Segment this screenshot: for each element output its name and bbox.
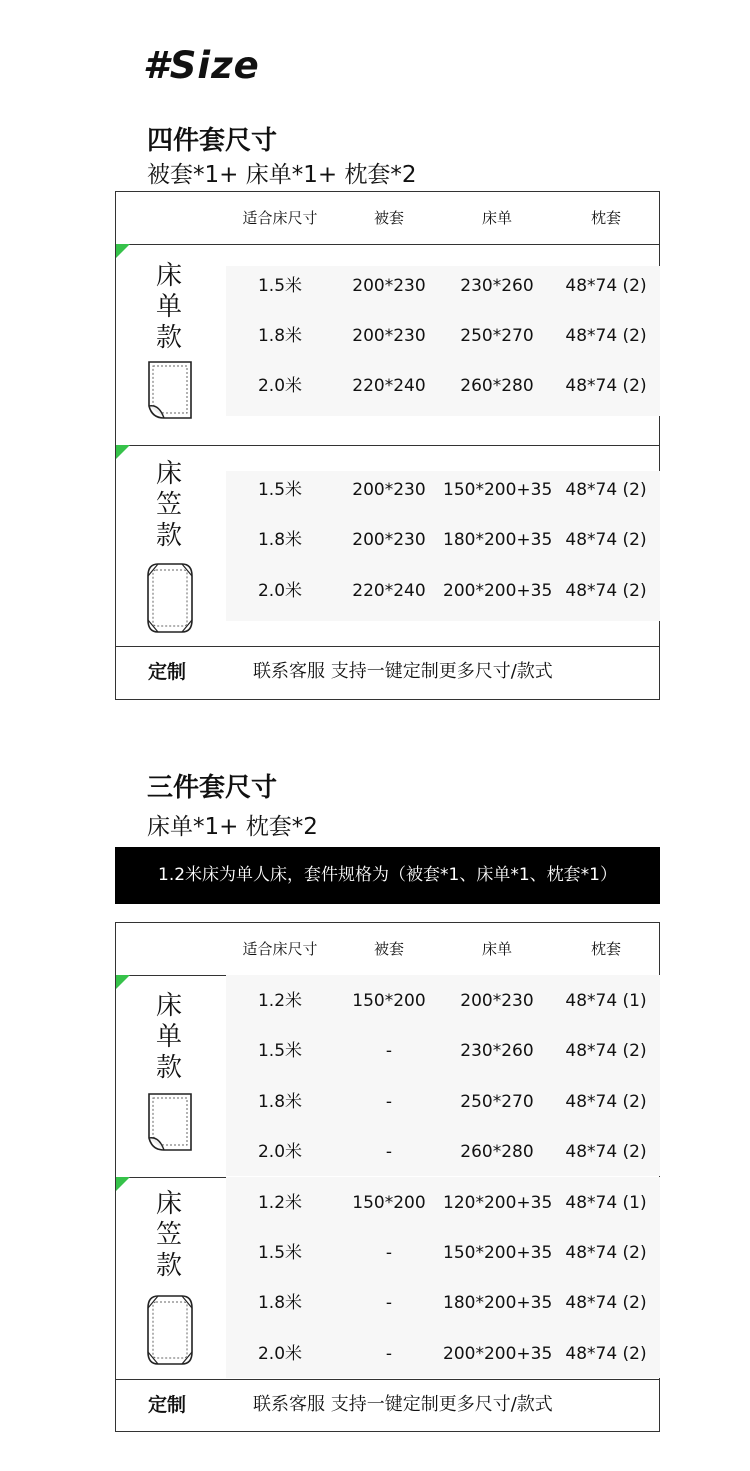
custom-label: 定制 xyxy=(148,1394,187,1416)
bed-size-cell: 2.0米 xyxy=(257,581,303,601)
fitted-sheet-group xyxy=(116,1177,659,1380)
table-row xyxy=(116,1228,659,1278)
bed-size-cell: 1.8米 xyxy=(257,1092,303,1112)
duvet-cover-cell: - xyxy=(385,1092,393,1112)
duvet-cover-cell: 150*200 xyxy=(352,1193,426,1213)
pillowcase-cell: 48*74 (1) xyxy=(565,991,647,1011)
pillowcase-cell: 48*74 (2) xyxy=(565,581,647,601)
custom-label: 定制 xyxy=(148,661,187,683)
bed-size-cell: 1.5米 xyxy=(257,1041,303,1061)
flat-sheet-group xyxy=(116,975,659,1178)
pillowcase-cell: 48*74 (2) xyxy=(565,1243,647,1263)
bed-sheet-cell: 250*270 xyxy=(460,1092,534,1112)
four-piece-size-table xyxy=(115,191,660,700)
pillowcase-cell: 48*74 (2) xyxy=(565,1092,647,1112)
pillowcase-cell: 48*74 (2) xyxy=(565,530,647,550)
flat-sheet-group xyxy=(116,244,659,446)
header-bed-sheet: 床单 xyxy=(481,209,512,227)
bed-sheet-cell: 260*280 xyxy=(460,376,534,396)
three-piece-title: 三件套尺寸 xyxy=(147,773,278,803)
bed-size-cell: 1.5米 xyxy=(257,480,303,500)
three-piece-subtitle: 床单*1+ 枕套*2 xyxy=(147,814,318,840)
four-piece-title: 四件套尺寸 xyxy=(147,126,278,156)
pillowcase-cell: 48*74 (2) xyxy=(565,1041,647,1061)
duvet-cover-cell: - xyxy=(385,1344,393,1364)
bed-sheet-cell: 180*200+35 xyxy=(443,1293,553,1313)
duvet-cover-cell: - xyxy=(385,1142,393,1162)
duvet-cover-cell: 220*240 xyxy=(352,581,426,601)
header-duvet-cover: 被套 xyxy=(373,940,404,958)
bed-size-cell: 2.0米 xyxy=(257,1344,303,1364)
header-bed-size: 适合床尺寸 xyxy=(242,209,318,227)
pillowcase-cell: 48*74 (2) xyxy=(565,326,647,346)
custom-text: 联系客服 支持一键定制更多尺寸/款式 xyxy=(253,661,553,682)
table-row xyxy=(116,465,659,515)
bed-size-cell: 2.0米 xyxy=(257,1142,303,1162)
bed-size-cell: 1.5米 xyxy=(257,276,303,296)
bed-sheet-cell: 200*200+35 xyxy=(443,581,553,601)
header-bed-size: 适合床尺寸 xyxy=(242,940,318,958)
bed-size-cell: 1.8米 xyxy=(257,326,303,346)
table-row xyxy=(116,311,659,361)
single-bed-notice-banner: 1.2米床为单人床，套件规格为（被套*1、床单*1、枕套*1） xyxy=(115,847,660,904)
group-label: 床 单 款 xyxy=(155,991,182,1083)
green-corner-marker xyxy=(116,244,130,258)
header-pillowcase: 枕套 xyxy=(590,209,621,227)
duvet-cover-cell: - xyxy=(385,1243,393,1263)
bed-sheet-cell: 200*200+35 xyxy=(443,1344,553,1364)
header-duvet-cover: 被套 xyxy=(373,209,404,227)
pillowcase-cell: 48*74 (2) xyxy=(565,276,647,296)
pillowcase-cell: 48*74 (2) xyxy=(565,376,647,396)
custom-footer-row xyxy=(116,1379,659,1431)
duvet-cover-cell: - xyxy=(385,1293,393,1313)
custom-footer-row xyxy=(116,646,659,698)
duvet-cover-cell: 220*240 xyxy=(352,376,426,396)
bed-size-cell: 1.8米 xyxy=(257,1293,303,1313)
bed-sheet-cell: 200*230 xyxy=(460,991,534,1011)
header-pillowcase: 枕套 xyxy=(590,940,621,958)
table-row xyxy=(116,1178,659,1228)
table-row xyxy=(116,261,659,311)
bed-sheet-cell: 150*200+35 xyxy=(443,1243,553,1263)
fitted-sheet-group xyxy=(116,445,659,647)
table-row xyxy=(116,515,659,565)
bed-sheet-cell: 250*270 xyxy=(460,326,534,346)
pillowcase-cell: 48*74 (2) xyxy=(565,1293,647,1313)
bed-size-cell: 1.2米 xyxy=(257,991,303,1011)
four-piece-subtitle: 被套*1+ 床单*1+ 枕套*2 xyxy=(147,162,417,188)
table-header-row xyxy=(116,192,659,245)
pillowcase-cell: 48*74 (1) xyxy=(565,1193,647,1213)
table-row xyxy=(116,1026,659,1076)
pillowcase-cell: 48*74 (2) xyxy=(565,1344,647,1364)
table-row xyxy=(116,976,659,1026)
duvet-cover-cell: - xyxy=(385,1041,393,1061)
duvet-cover-cell: 200*230 xyxy=(352,480,426,500)
bed-sheet-cell: 260*280 xyxy=(460,1142,534,1162)
green-corner-marker xyxy=(116,445,130,459)
bed-size-cell: 1.5米 xyxy=(257,1243,303,1263)
bed-sheet-cell: 180*200+35 xyxy=(443,530,553,550)
bed-sheet-cell: 230*260 xyxy=(460,276,534,296)
bed-sheet-cell: 230*260 xyxy=(460,1041,534,1061)
group-label: 床 单 款 xyxy=(155,261,182,353)
duvet-cover-cell: 200*230 xyxy=(352,530,426,550)
bed-sheet-cell: 120*200+35 xyxy=(443,1193,553,1213)
group-label: 床 笠 款 xyxy=(155,459,182,551)
header-bed-sheet: 床单 xyxy=(481,940,512,958)
table-row xyxy=(116,1077,659,1127)
bed-size-cell: 2.0米 xyxy=(257,376,303,396)
table-row xyxy=(116,1329,659,1379)
group-label: 床 笠 款 xyxy=(155,1189,182,1281)
table-row xyxy=(116,566,659,616)
three-piece-size-table xyxy=(115,922,660,1432)
table-header-row xyxy=(116,923,659,976)
custom-text: 联系客服 支持一键定制更多尺寸/款式 xyxy=(253,1394,553,1415)
size-header: #Size xyxy=(143,44,260,87)
table-row xyxy=(116,1278,659,1328)
bed-size-cell: 1.2米 xyxy=(257,1193,303,1213)
table-row xyxy=(116,1127,659,1177)
duvet-cover-cell: 200*230 xyxy=(352,326,426,346)
duvet-cover-cell: 200*230 xyxy=(352,276,426,296)
table-row xyxy=(116,361,659,411)
duvet-cover-cell: 150*200 xyxy=(352,991,426,1011)
pillowcase-cell: 48*74 (2) xyxy=(565,480,647,500)
bed-size-cell: 1.8米 xyxy=(257,530,303,550)
bed-sheet-cell: 150*200+35 xyxy=(443,480,553,500)
pillowcase-cell: 48*74 (2) xyxy=(565,1142,647,1162)
